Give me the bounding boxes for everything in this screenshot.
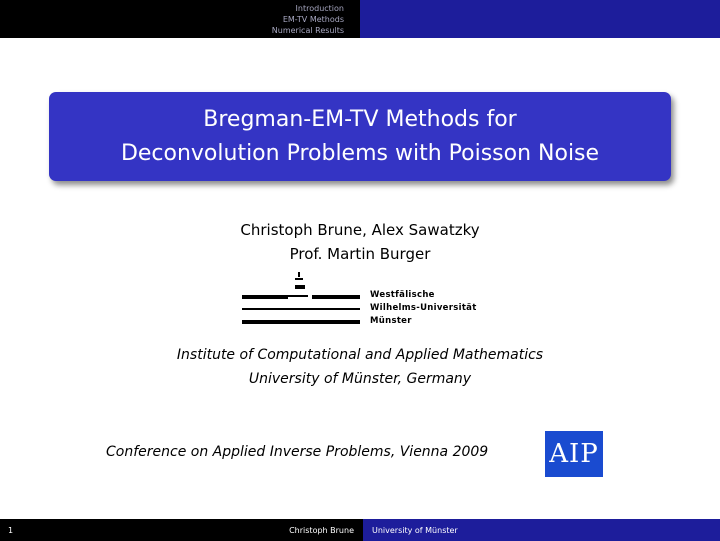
footer-author: Christoph Brune [289,525,354,535]
conference-text: Conference on Applied Inverse Problems, Vienna 2009 [106,444,489,460]
nav-link-em-tv-methods[interactable]: EM-TV Methods [282,14,344,24]
university-logo-line-3: Münster [370,316,412,326]
footer-bar [0,519,720,541]
university-logo-mark [242,270,482,330]
authors-line-1: Christoph Brune, Alex Sawatzky [240,221,480,239]
footer-left [0,519,363,541]
page-number: 1 [8,525,14,535]
institute-line-2: University of Münster, Germany [248,371,472,387]
university-logo-line-1: Westfälische [370,290,435,300]
title-line-1: Bregman-EM-TV Methods for [203,106,517,132]
institute-line-1: Institute of Computational and Applied Mathematics [176,347,544,363]
authors-line-2: Prof. Martin Burger [289,245,431,263]
section-navigation [0,0,360,38]
nav-link-numerical-results[interactable]: Numerical Results [271,25,344,35]
university-logo-line-2: Wilhelms-Universität [370,303,477,313]
top-bar-accent [360,0,720,38]
aip-logo [545,431,603,477]
nav-link-introduction[interactable]: Introduction [295,3,344,13]
top-navigation-bar [0,0,720,38]
title-box [49,92,671,181]
university-logo [242,270,482,330]
title-line-2: Deconvolution Problems with Poisson Noise [120,140,600,166]
footer-institution: University of Münster [372,525,458,535]
footer-right [363,519,720,541]
aip-logo-text: AIP [549,439,599,469]
